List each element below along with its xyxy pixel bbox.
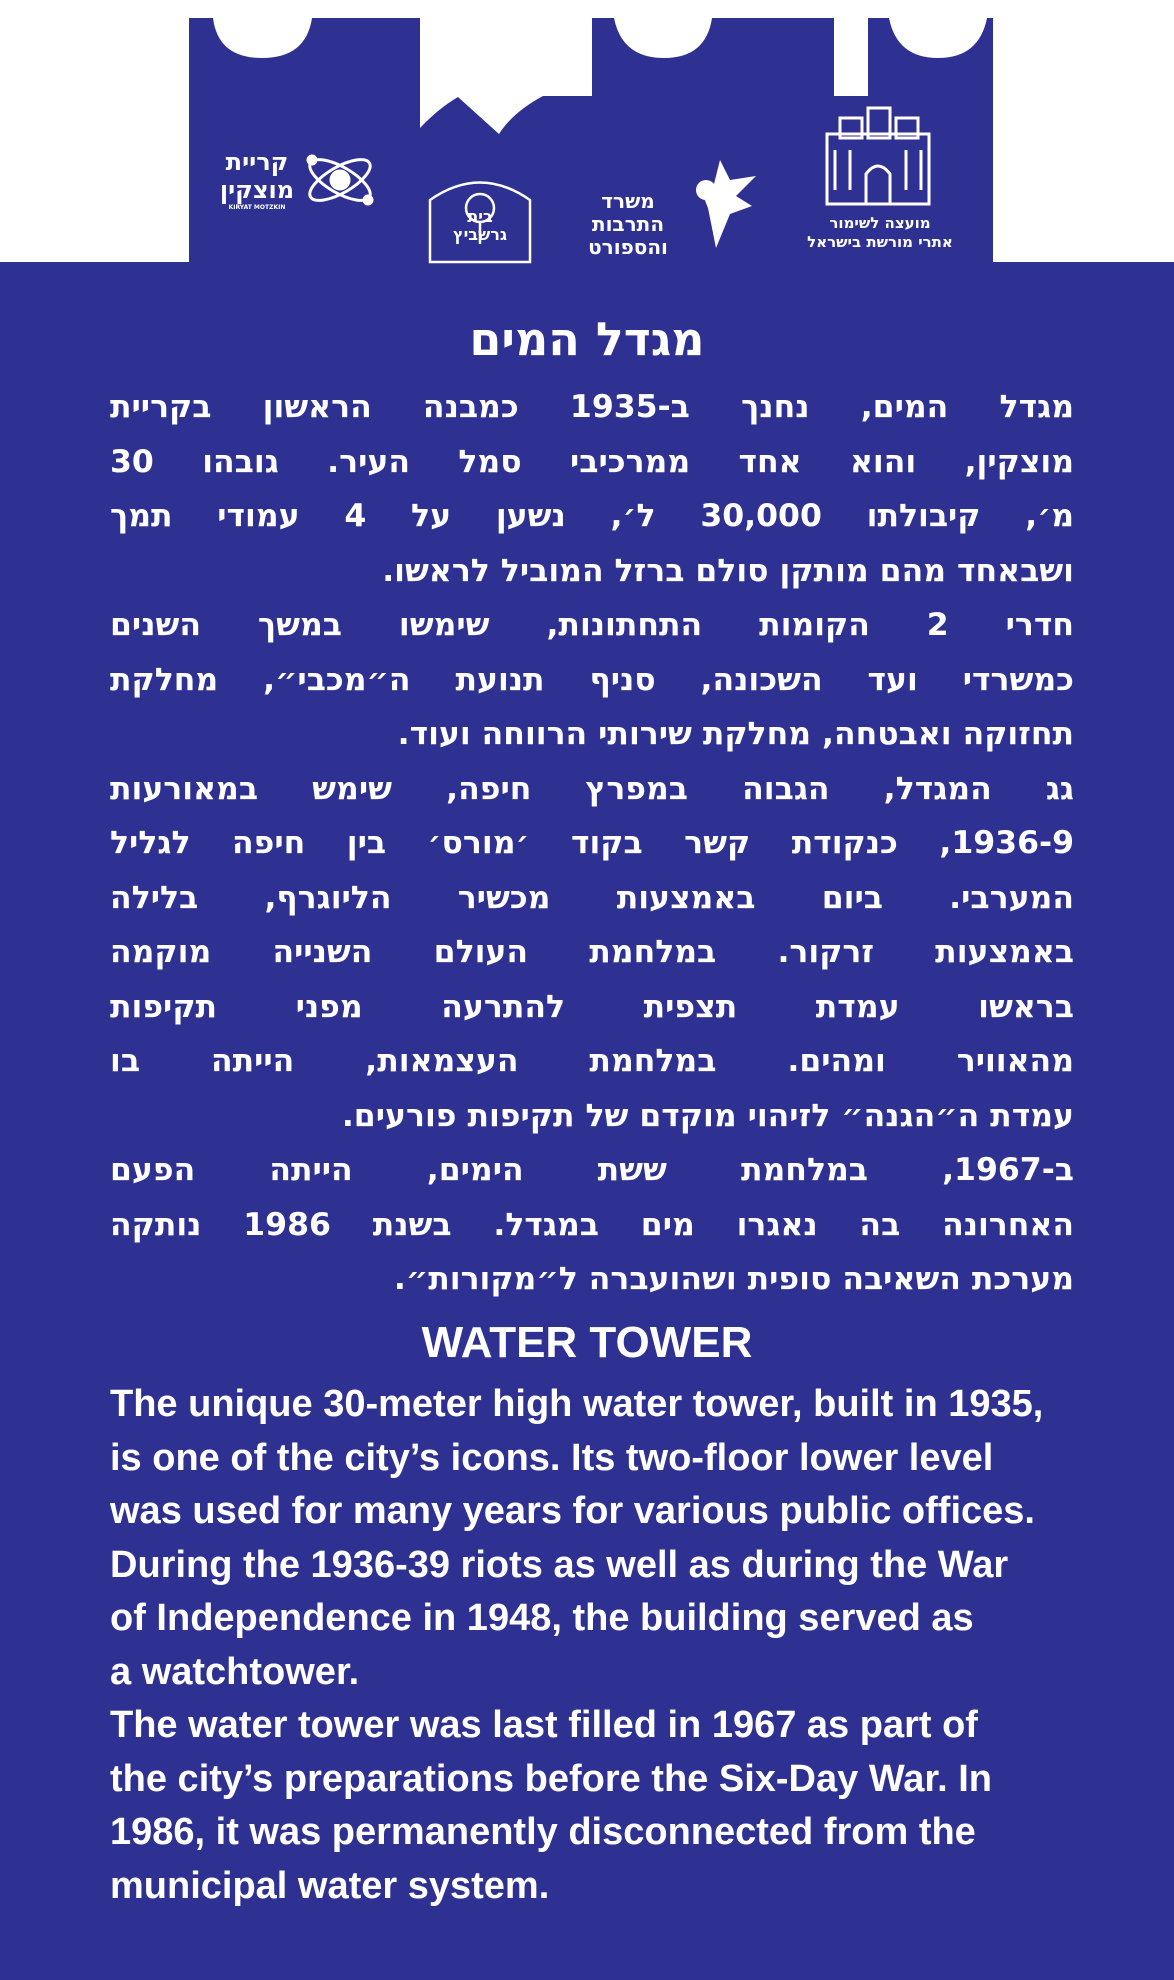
english-line: During the 1936-39 riots as well as during the War <box>110 1543 1009 1586</box>
english-line: 1986, it was permanently disconnected from the <box>110 1811 976 1853</box>
hebrew-line: באמצעות זרקור. במלחמת העולם השנייה מוקמה <box>110 934 1074 970</box>
hebrew-line: מוצקין, והוא אחד ממרכיבי סמל העיר. גובהו 30 <box>110 443 1074 480</box>
hebrew-line: מהאוויר ומהים. במלחמת העצמאות, הייתה בו <box>110 1043 1074 1079</box>
council-line1: מועצה לשימור <box>829 214 931 232</box>
english-title: WATER TOWER <box>421 1318 753 1367</box>
council-logo-text <box>800 214 960 252</box>
hebrew-line: מערכת השאיבה סופית ושהועברה ל״מקורות״. <box>393 1261 1074 1297</box>
council-line2: אתרי מורשת בישראל <box>807 233 953 251</box>
english-body <box>110 1378 1076 1913</box>
hebrew-body <box>110 380 1074 1307</box>
ministry-logo-text <box>578 190 678 259</box>
english-line: The water tower was last filled in 1967 as part of <box>110 1704 978 1746</box>
hebrew-title: מגדל המים <box>469 312 705 366</box>
beit-line2: גרשביץ <box>453 225 507 244</box>
ministry-line1: משרד <box>601 189 655 213</box>
hebrew-line: גג המגדל, הגבוה במפרץ חיפה, שימש במאורעות <box>110 770 1074 807</box>
ministry-line3: והספורט <box>588 235 668 259</box>
beit-logo-text <box>440 208 520 244</box>
motzkin-small: KIRYAT MOTZKIN <box>228 204 286 211</box>
hebrew-line: כמשרדי ועד השכונה, סניף תנועת ה״מכבי״, מחלקת <box>110 661 1074 698</box>
english-line: was used for many years for various public offices. <box>110 1490 1035 1532</box>
hebrew-line: 1936-9, כנקודת קשר בקוד ׳מורס׳ בין חיפה לגליל <box>110 825 1074 861</box>
hebrew-line: ושבאחד מהם מותקן סולם ברזל המוביל לראשו. <box>382 552 1074 589</box>
english-line: of Independence in 1948, the building served as <box>110 1597 974 1639</box>
hebrew-line: מ׳, קיבולתו 30,000 ל׳, נשען על 4 עמודי תמך <box>110 498 1074 534</box>
hebrew-line: בראשו עמדת תצפית להתרעה מפני תקיפות <box>110 988 1074 1025</box>
hebrew-line: המערבי. ביום באמצעות מכשיר הליוגרף, בלילה <box>110 879 1074 916</box>
english-line: the city’s preparations before the Six-Day War. In <box>110 1757 992 1800</box>
hebrew-line: עמדת ה״הגנה״ לזיהוי מוקדם של תקיפות פורעים. <box>341 1097 1074 1134</box>
beit-line1: בית <box>467 207 493 226</box>
english-line: is one of the city’s icons. Its two-floor lower level <box>110 1436 994 1479</box>
hebrew-line: האחרונה בה נאגרו מים במגדל. בשנת 1986 נותקה <box>110 1206 1074 1243</box>
hebrew-line: מגדל המים, נחנך ב-1935 כמבנה הראשון בקריית <box>110 389 1074 425</box>
motzkin-line1: קריית <box>225 148 289 176</box>
english-line: The unique 30-meter high water tower, built in 1935, <box>110 1383 1044 1425</box>
hebrew-line: חדרי 2 הקומות התחתונות, שימשו במשך השנים <box>110 607 1074 643</box>
english-line: a watchtower. <box>110 1650 360 1693</box>
motzkin-line2: מוצקין <box>219 176 295 204</box>
english-line: municipal water system. <box>110 1864 550 1907</box>
hebrew-line: ב-1967, במלחמת ששת הימים, הייתה הפעם <box>110 1152 1074 1188</box>
motzkin-logo-text <box>215 148 299 212</box>
hebrew-line: תחזוקה ואבטחה, מחלקת שירותי הרווחה ועוד. <box>397 716 1074 752</box>
ministry-line2: התרבות <box>591 212 665 236</box>
